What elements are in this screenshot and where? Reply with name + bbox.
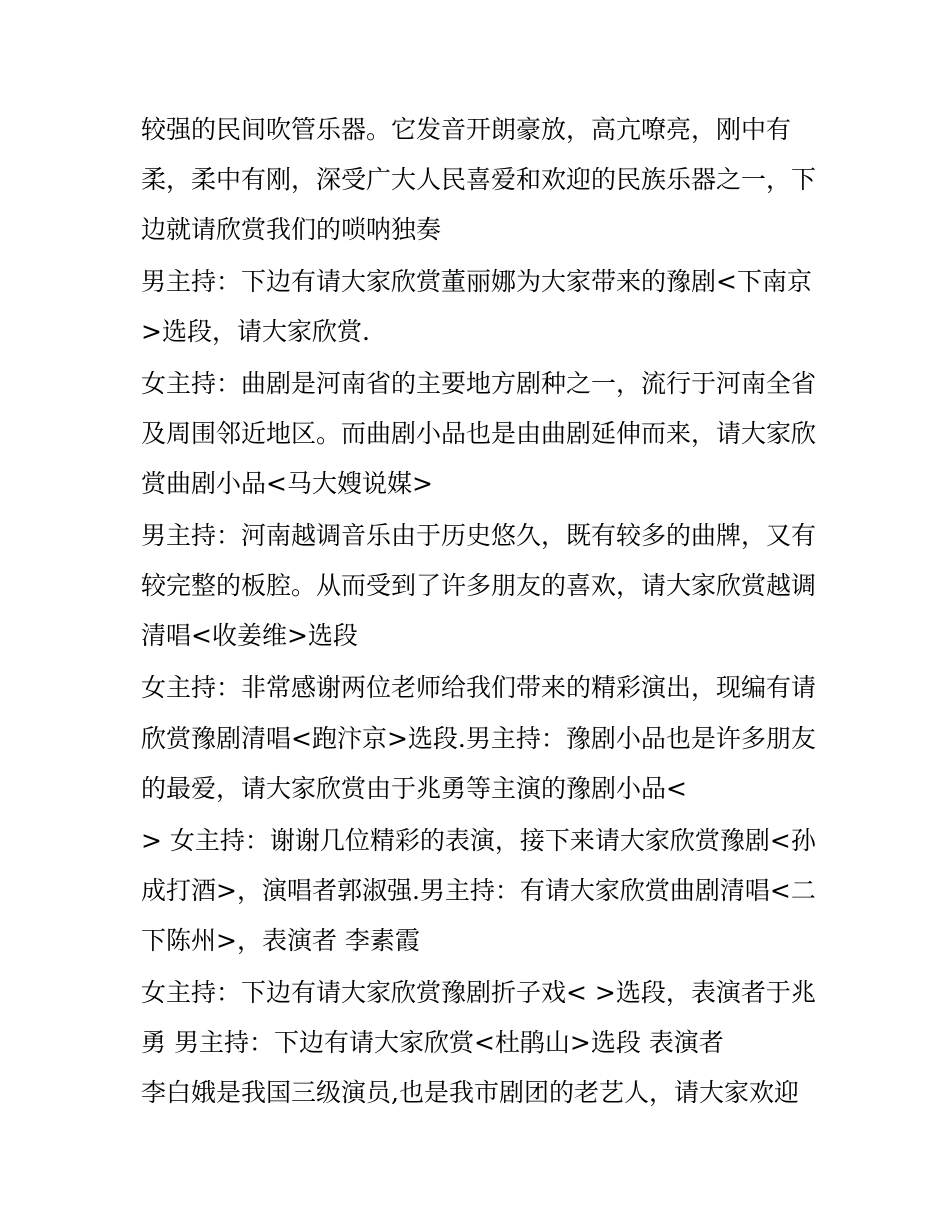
text-line: 清唱<收姜维>选段 bbox=[141, 621, 358, 650]
text-line: >选段，请大家欣赏. bbox=[141, 317, 370, 346]
text-line: 下陈州>，表演者 李素霞 bbox=[141, 926, 420, 955]
text-line: 较强的民间吹管乐器。它发音开朗豪放，高亢嘹亮，刚中有 bbox=[141, 115, 792, 144]
text-line: 男主持：下边有请大家欣赏董丽娜为大家带来的豫剧<下南京 bbox=[141, 267, 812, 296]
text-line: 李白娥是我国三级演员,也是我市剧团的老艺人，请大家欢迎 bbox=[141, 1078, 799, 1107]
text-line: 的最爱，请大家欣赏由于兆勇等主演的豫剧小品< bbox=[141, 774, 687, 803]
text-line: 赏曲剧小品<马大嫂说媒> bbox=[141, 469, 433, 498]
text-line: 及周围邻近地区。而曲剧小品也是由曲剧延伸而来，请大家欣 bbox=[141, 419, 817, 448]
text-line: 女主持：非常感谢两位老师给我们带来的精彩演出，现编有请 bbox=[141, 673, 817, 702]
text-line: 欣赏豫剧清唱<跑汴京>选段.男主持：豫剧小品也是许多朋友 bbox=[141, 724, 816, 753]
text-line: 男主持：河南越调音乐由于历史悠久，既有较多的曲牌，又有 bbox=[141, 521, 817, 550]
text-line: 边就请欣赏我们的唢呐独奏 bbox=[141, 215, 442, 244]
text-line: 女主持：曲剧是河南省的主要地方剧种之一，流行于河南全省 bbox=[141, 369, 817, 398]
text-line: 女主持：下边有请大家欣赏豫剧折子戏< >选段，表演者于兆 bbox=[141, 978, 816, 1007]
text-line: 较完整的板腔。从而受到了许多朋友的喜欢，请大家欣赏越调 bbox=[141, 571, 817, 600]
text-line: 成打酒>，演唱者郭淑强.男主持：有请大家欣赏曲剧清唱<二 bbox=[141, 876, 816, 905]
text-line: > 女主持：谢谢几位精彩的表演，接下来请大家欣赏豫剧<孙 bbox=[141, 826, 816, 855]
text-line: 柔，柔中有刚，深受广大人民喜爱和欢迎的民族乐器之一，下 bbox=[141, 165, 817, 194]
text-line: 勇 男主持：下边有请大家欣赏<杜鹃山>选段 表演者 bbox=[141, 1028, 724, 1057]
